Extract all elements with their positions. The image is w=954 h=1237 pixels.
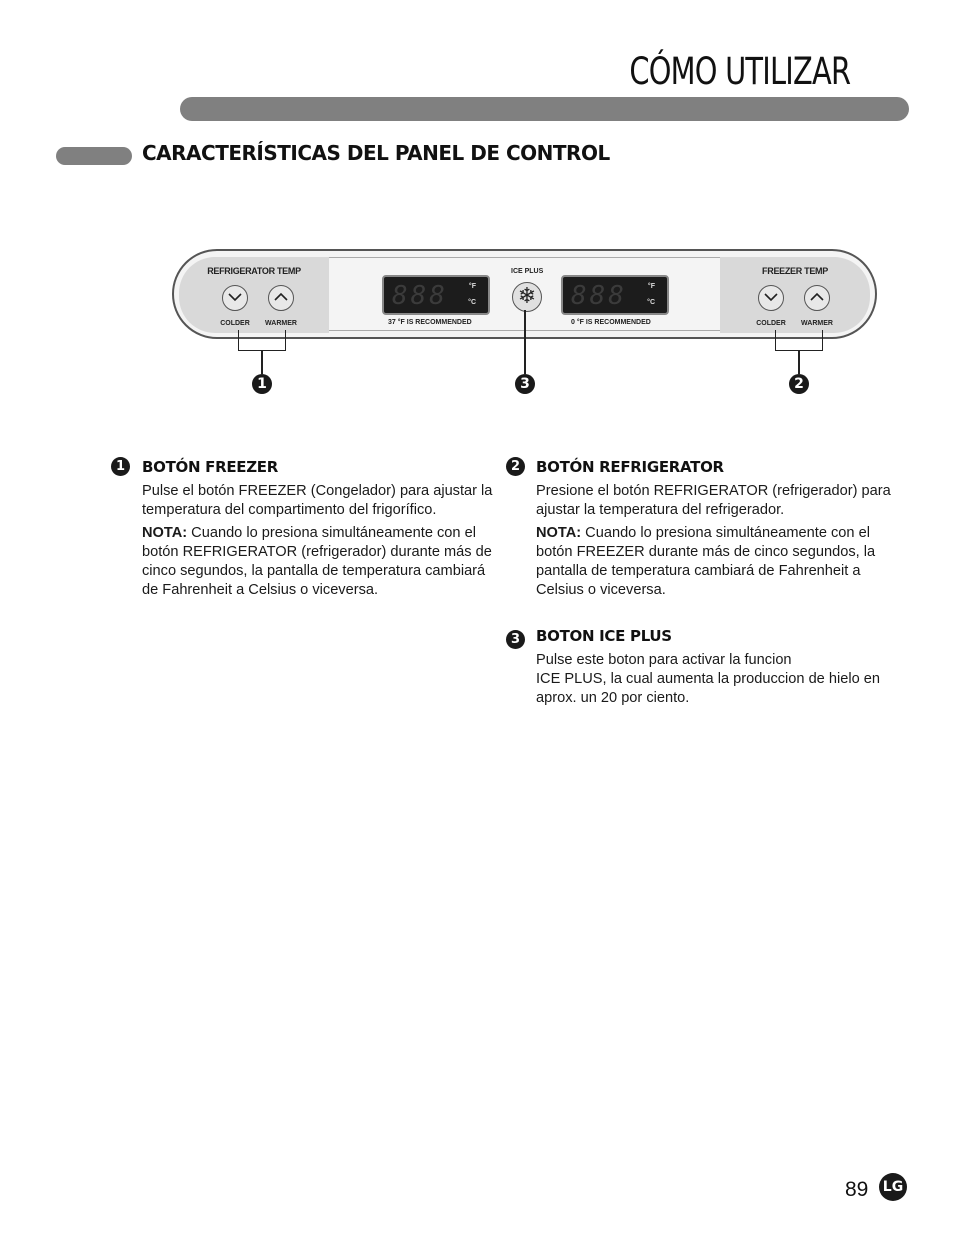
refrigerator-digits: 888	[392, 281, 448, 311]
freezer-colder-label: COLDER	[756, 320, 786, 327]
item-note-refrigerator	[536, 524, 906, 600]
note-text: Cuando lo presiona simultáneamente con el botón REFRIGERATOR (refrigerador) durante más de cinco segundos, la pantalla de temperatura cambiará de Fahrenheit a Celsius o viceversa.	[142, 525, 492, 598]
freezer-unit-f: °F	[647, 283, 655, 290]
item-heading-refrigerator: BOTÓN REFRIGERATOR	[536, 458, 724, 476]
item-number-1: 1	[111, 457, 130, 476]
freezer-digits: 888	[571, 281, 627, 311]
section-pill	[56, 147, 132, 165]
freezer-colder-button[interactable]	[758, 285, 784, 311]
freezer-recommended: 0 °F IS RECOMMENDED	[571, 319, 651, 326]
refrigerator-unit-c: °C	[468, 299, 476, 306]
chevron-up-icon	[810, 292, 824, 302]
chevron-down-icon	[228, 292, 242, 302]
refrigerator-warmer-button[interactable]	[268, 285, 294, 311]
lg-logo: LG	[879, 1173, 907, 1201]
title-bar	[180, 97, 909, 121]
ice-plus-label: ICE PLUS	[511, 268, 544, 275]
item-body-refrigerator	[536, 482, 906, 604]
item-body-ice-plus	[536, 651, 908, 712]
item-text-refrigerator: Presione el botón REFRIGERATOR (refrigerador) para ajustar la temperatura del refrigerador.	[536, 483, 891, 518]
callout-number-3: 3	[515, 374, 535, 394]
callout-number-2: 2	[789, 374, 809, 394]
refrigerator-recommended: 37 °F IS RECOMMENDED	[388, 319, 472, 326]
note-label: NOTA:	[142, 525, 188, 541]
callout-line-ice-plus	[524, 310, 526, 374]
refrigerator-temp-zone	[179, 257, 329, 333]
freezer-display	[561, 275, 669, 315]
item-text-ice-plus-2: ICE PLUS, la cual aumenta la produccion de hielo en aprox. un 20 por ciento.	[536, 671, 880, 706]
refrigerator-colder-label: COLDER	[220, 320, 250, 327]
item-number-2: 2	[506, 457, 525, 476]
item-text-freezer: Pulse el botón FREEZER (Congelador) para ajustar la temperatura del compartimento del frigorífico.	[142, 483, 493, 518]
item-heading-ice-plus: BOTON ICE PLUS	[536, 627, 672, 645]
freezer-warmer-button[interactable]	[804, 285, 830, 311]
section-heading: CARACTERÍSTICAS DEL PANEL DE CONTROL	[142, 141, 610, 165]
item-text-ice-plus-1: Pulse este boton para activar la funcion	[536, 652, 792, 668]
snowflake-icon: ❄	[517, 283, 537, 308]
refrigerator-unit-f: °F	[468, 283, 476, 290]
callout-bracket-freezer	[775, 330, 823, 351]
callout-line-refrigerator	[261, 350, 263, 374]
freezer-warmer-label: WARMER	[801, 320, 833, 327]
ice-plus-button[interactable]	[512, 282, 542, 312]
freezer-temp-zone	[720, 257, 870, 333]
chevron-up-icon	[274, 292, 288, 302]
refrigerator-display	[382, 275, 490, 315]
callout-bracket-refrigerator	[238, 330, 286, 351]
item-number-3: 3	[506, 630, 525, 649]
page-number: 89	[845, 1178, 869, 1201]
item-note-freezer	[142, 524, 504, 600]
refrigerator-colder-button[interactable]	[222, 285, 248, 311]
page-title: CÓMO UTILIZAR	[629, 50, 850, 93]
note-label: NOTA:	[536, 525, 582, 541]
chevron-down-icon	[764, 292, 778, 302]
callout-line-freezer	[798, 350, 800, 374]
callout-number-1: 1	[252, 374, 272, 394]
item-body-freezer	[142, 482, 504, 604]
refrigerator-warmer-label: WARMER	[265, 320, 297, 327]
note-text: Cuando lo presiona simultáneamente con el botón FREEZER durante más de cinco segundos, la pantalla de temperatura cambiará de Fahrenheit a Celsius o viceversa.	[536, 525, 876, 598]
item-heading-freezer: BOTÓN FREEZER	[142, 458, 279, 476]
freezer-unit-c: °C	[647, 299, 655, 306]
refrigerator-temp-title: REFRIGERATOR TEMP	[207, 266, 301, 276]
freezer-temp-title: FREEZER TEMP	[762, 266, 828, 276]
